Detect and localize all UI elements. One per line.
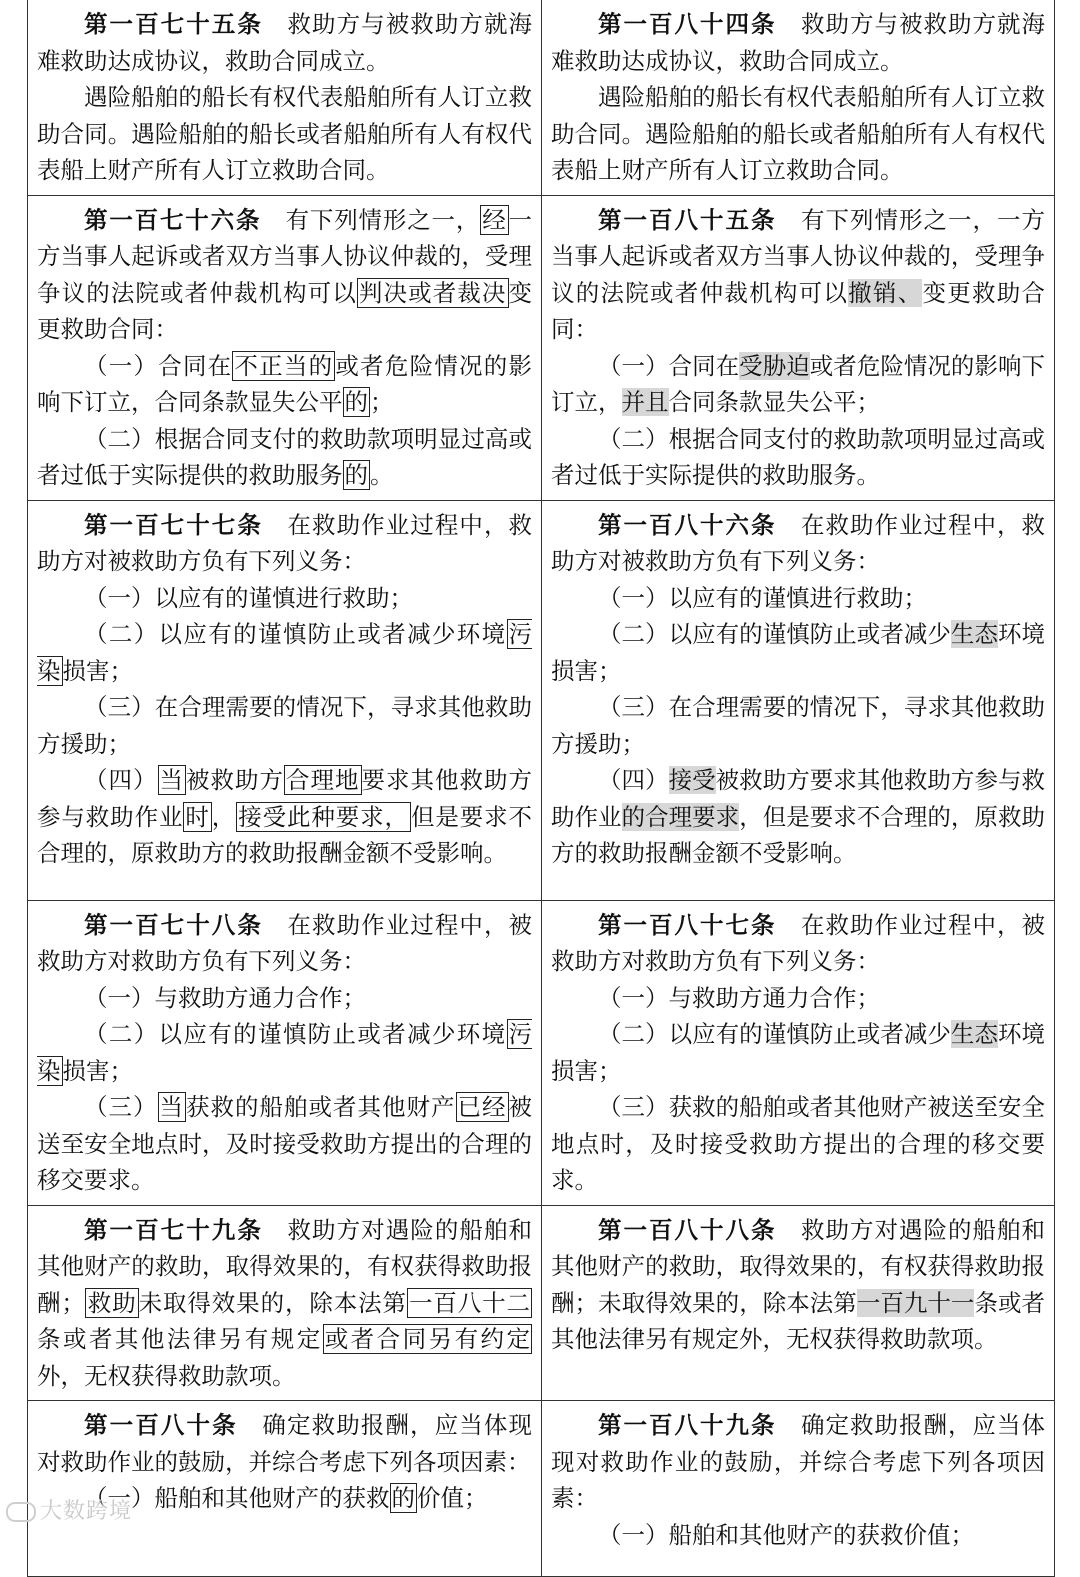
paragraph (551, 348, 1045, 421)
article-number: 第一百八十五条 (598, 205, 777, 234)
text-segment: 外，无权获得救助款项。 (37, 1361, 296, 1390)
text-segment: （三）在合理需要的情况下，寻求其他救助方援助； (37, 693, 532, 758)
paragraph (37, 907, 532, 980)
text-segment: 价值； (417, 1484, 488, 1512)
new-law-cell (542, 500, 1055, 900)
text-segment: （二）以应有的谨慎防止或者减少环境 (84, 1020, 507, 1048)
old-law-cell (28, 500, 542, 900)
text-segment: 环境损害； (551, 620, 1046, 685)
boxed-change: 判决或者裁决 (358, 278, 507, 307)
highlighted-change: 一百九十一 (856, 1288, 975, 1317)
highlighted-change: 接受 (668, 766, 716, 794)
text-segment: 被送至安全地点时，及时接受救助方提出的合理的移交要求。 (37, 1093, 532, 1194)
new-law-cell (542, 900, 1055, 1205)
text-segment: （一）与救助方通力合作； (598, 983, 880, 1012)
paragraph (551, 1517, 1045, 1554)
text-segment: ； (370, 388, 394, 416)
paragraph (551, 6, 1045, 79)
boxed-change: 当 (159, 766, 184, 794)
paragraph (37, 1089, 532, 1199)
text-segment: （四） (84, 766, 158, 794)
paragraph (37, 980, 532, 1017)
paragraph (551, 421, 1045, 494)
text-segment: 获救的船舶或者其他财产 (186, 1093, 456, 1121)
boxed-change: 经 (482, 205, 507, 234)
article-number: 第一百七十八条 (84, 910, 263, 939)
boxed-change: 已经 (457, 1093, 507, 1121)
highlighted-change: 的合理要求 (621, 802, 740, 831)
watermark-logo-icon (6, 1502, 36, 1522)
highlighted-change: 生态 (950, 1020, 998, 1048)
text-segment: 或者危险情况的影响下订立， (551, 351, 1046, 416)
paragraph (551, 689, 1045, 762)
text-segment: 但是要求不合理的，原救助方的救助报酬金额不受影响。 (37, 802, 533, 867)
boxed-change: 不正当的 (234, 351, 334, 380)
text-segment: 或者危险情况的影响下订立，合同条款显失公平 (37, 351, 533, 416)
boxed-change: 污染 (37, 620, 532, 685)
old-law-cell (28, 0, 542, 195)
paragraph (551, 1016, 1045, 1089)
text-segment: 救助方对遇险的船舶和其他财产的救助，取得效果的，有权获得救助报酬；未取得效果的，除本法第 (551, 1215, 1045, 1317)
paragraph (551, 616, 1045, 689)
text-segment: （二）以应有的谨慎防止或者减少 (598, 1020, 951, 1048)
text-segment: 被救助方 (186, 766, 284, 794)
paragraph (37, 616, 532, 689)
old-law-cell (28, 900, 542, 1205)
table-row (28, 500, 1055, 900)
text-segment: 损害； (62, 656, 133, 685)
text-segment: 确定救助报酬，应当体现对救助作业的鼓励，并综合考虑下列各项因素： (37, 1411, 533, 1476)
article-number: 第一百八十六条 (598, 510, 777, 539)
paragraph (551, 507, 1045, 580)
text-segment: 未取得效果的，除本法第 (138, 1288, 407, 1317)
paragraph (37, 202, 532, 348)
text-segment: 在救助作业过程中，被救助方对救助方负有下列义务： (37, 910, 533, 975)
text-segment: 要求其他救助方参与救助作业 (37, 766, 532, 831)
paragraph (37, 79, 532, 189)
article-number: 第一百七十九条 (84, 1215, 263, 1244)
text-segment: 变更救助合同： (37, 278, 533, 343)
paragraph (551, 980, 1045, 1017)
text-segment: （一）以应有的谨慎进行救助； (84, 583, 413, 612)
article-number: 第一百七十七条 (84, 510, 263, 539)
paragraph (37, 689, 532, 762)
paragraph (551, 580, 1045, 617)
text-segment: （一）合同在 (598, 351, 740, 380)
paragraph (551, 1212, 1045, 1358)
text-segment: （三）获救的船舶或者其他财产被送至安全地点时，及时接受救助方提出的合理的移交要求。 (551, 1093, 1045, 1194)
text-segment: 救助方与被救助方就海难救助达成协议，救助合同成立。 (551, 10, 1045, 75)
boxed-change: 的 (344, 388, 368, 416)
text-segment: （一）船舶和其他财产的获救 (84, 1484, 390, 1512)
article-number: 第一百八十八条 (598, 1215, 777, 1244)
paragraph (37, 6, 532, 79)
text-segment: 救助方与被救助方就海难救助达成协议，救助合同成立。 (37, 10, 533, 75)
text-segment: 有下列情形之一，一方当事人起诉或者双方当事人协议仲裁的，受理争议的法院或者仲裁机构可以 (551, 205, 1045, 307)
text-segment: （二）以应有的谨慎防止或者减少 (598, 620, 951, 648)
highlighted-change: 生态 (950, 620, 998, 648)
boxed-change: 或者合同另有约定 (324, 1325, 531, 1353)
paragraph (37, 580, 532, 617)
text-segment: 环境损害； (551, 1020, 1046, 1085)
paragraph (37, 1212, 532, 1395)
watermark (6, 1494, 132, 1525)
text-segment: （一）以应有的谨慎进行救助； (598, 583, 927, 612)
old-law-cell (28, 195, 542, 500)
text-segment: （一）船舶和其他财产的获救价值； (598, 1520, 974, 1549)
paragraph (551, 79, 1045, 189)
text-segment: ， (211, 802, 237, 831)
text-segment: （四） (598, 766, 669, 794)
article-number: 第一百八十四条 (598, 10, 777, 38)
boxed-change: 合理地 (286, 766, 360, 794)
paragraph (551, 907, 1045, 980)
text-segment: 救助方对遇险的船舶和其他财产的救助，取得效果的，有权获得救助报酬； (37, 1215, 533, 1317)
article-number: 第一百七十六条 (84, 205, 262, 234)
article-number: 第一百八十七条 (598, 910, 777, 939)
text-segment: （一）与救助方通力合作； (84, 983, 366, 1012)
comparison-table-body (28, 0, 1055, 1577)
boxed-change: 污染 (37, 1020, 532, 1085)
text-segment: 遇险船舶的船长有权代表船舶所有人订立救助合同。遇险船舶的船长或者船舶所有人有权代表船上财产所有人订立救助合同。 (551, 83, 1045, 184)
text-segment: （三）在合理需要的情况下，寻求其他救助方援助； (551, 693, 1045, 758)
new-law-cell (542, 1205, 1055, 1401)
boxed-change: 一百八十二 (408, 1288, 531, 1317)
new-law-cell (542, 1401, 1055, 1577)
boxed-change: 的 (344, 461, 368, 489)
paragraph (37, 507, 532, 580)
boxed-change: 救助 (86, 1288, 137, 1317)
text-segment: （二）以应有的谨慎防止或者减少环境 (84, 620, 507, 648)
paragraph (551, 1089, 1045, 1199)
text-segment: 确定救助报酬，应当体现对救助作业的鼓励，并综合考虑下列各项因素： (551, 1411, 1045, 1512)
paragraph (37, 421, 532, 494)
table-row (28, 1205, 1055, 1401)
text-segment: ，但是要求不合理的，原救助方的救助报酬金额不受影响。 (551, 802, 1046, 867)
text-segment: 损害； (62, 1056, 133, 1085)
text-segment: 有下列情形之一， (284, 205, 481, 234)
text-segment: 合同条款显失公平； (668, 388, 880, 416)
new-law-cell (542, 195, 1055, 500)
article-number: 第一百七十五条 (84, 10, 263, 38)
table-row (28, 195, 1055, 500)
text-segment: 条或者其他法律另有规定外，无权获得救助款项。 (551, 1288, 1046, 1353)
text-segment: 在救助作业过程中，被救助方对救助方负有下列义务： (551, 910, 1045, 975)
old-law-cell (28, 1401, 542, 1577)
text-segment: 变更救助合同： (551, 278, 1046, 343)
paragraph (551, 202, 1045, 348)
comparison-table (27, 0, 1055, 1577)
text-segment: （二）根据合同支付的救助款项明显过高或者过低于实际提供的救助服务。 (551, 424, 1045, 489)
boxed-change: 当 (159, 1093, 184, 1121)
highlighted-change: 并且 (621, 388, 669, 416)
text-segment: 条或者其他法律另有规定 (37, 1325, 323, 1353)
boxed-change: 的 (391, 1484, 415, 1512)
highlighted-change: 撤销、 (848, 278, 923, 307)
paragraph (37, 1407, 532, 1480)
text-segment: 在救助作业过程中，救助方对被救助方负有下列义务： (551, 510, 1045, 575)
paragraph (551, 762, 1045, 872)
paragraph (37, 762, 532, 872)
text-segment: （二）根据合同支付的救助款项明显过高或者过低于实际提供的救助服务 (37, 424, 532, 489)
paragraph (37, 1016, 532, 1089)
text-segment: （三） (84, 1093, 158, 1121)
new-law-cell (542, 0, 1055, 195)
text-segment: 。 (370, 461, 394, 489)
article-number: 第一百八十条 (84, 1411, 238, 1439)
boxed-change: 接受此种要求， (238, 802, 409, 831)
table-row (28, 0, 1055, 195)
old-law-cell (28, 1205, 542, 1401)
paragraph (37, 348, 532, 421)
text-segment: （一）合同在 (84, 351, 233, 380)
text-segment: 遇险船舶的船长有权代表船舶所有人订立救助合同。遇险船舶的船长或者船舶所有人有权代表船上财产所有人订立救助合同。 (37, 83, 532, 184)
watermark-text: 大数跨境 (40, 1499, 133, 1524)
table-row (28, 1401, 1055, 1577)
text-segment: 被救助方要求其他救助方参与救助作业 (551, 766, 1046, 831)
text-segment: 一方当事人起诉或者双方当事人协议仲裁的，受理争议的法院或者仲裁机构可以 (37, 205, 533, 307)
paragraph (551, 1407, 1045, 1517)
highlighted-change: 受胁迫 (739, 351, 810, 380)
article-number: 第一百八十九条 (598, 1411, 777, 1439)
table-row (28, 900, 1055, 1205)
text-segment: 在救助作业过程中，救助方对被救助方负有下列义务： (37, 510, 533, 575)
boxed-change: 时 (185, 802, 210, 831)
